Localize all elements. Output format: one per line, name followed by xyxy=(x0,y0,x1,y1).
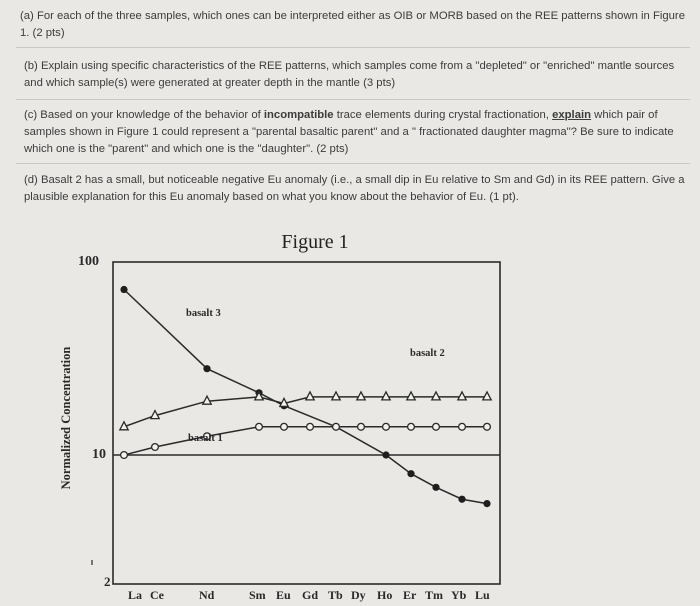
data-point-basalt2 xyxy=(458,392,466,400)
figure-1 xyxy=(0,220,700,606)
data-point-basalt3 xyxy=(483,500,490,507)
x-tick-label: Yb xyxy=(451,588,467,602)
x-tick-label: Ho xyxy=(377,588,393,602)
divider xyxy=(16,163,690,164)
divider xyxy=(16,47,690,48)
series-label-basalt1: basalt 1 xyxy=(188,433,223,444)
data-point-basalt2 xyxy=(432,392,440,400)
data-point-basalt1 xyxy=(408,423,415,430)
data-point-basalt1 xyxy=(333,423,340,430)
data-point-basalt3 xyxy=(382,451,389,458)
question-a-text: (a) For each of the three samples, which ones can be interpreted either as OIB or MORB based on the REE patterns shown in Figure 1. (2 pts) xyxy=(20,10,685,39)
divider xyxy=(16,99,690,100)
data-point-basalt1 xyxy=(433,423,440,430)
data-point-basalt2 xyxy=(407,392,415,400)
data-point-basalt2 xyxy=(483,392,491,400)
x-tick-label: Er xyxy=(403,588,417,602)
data-point-basalt3 xyxy=(120,286,127,293)
x-tick-label: Sm xyxy=(249,588,266,602)
data-point-basalt1 xyxy=(383,423,390,430)
x-axis-labels xyxy=(128,588,490,602)
figure-title: Figure 1 xyxy=(281,231,349,253)
x-tick-label: La xyxy=(128,588,143,602)
question-c-text-middle: trace elements during crystal fractionation, xyxy=(333,109,553,121)
y-tick-label: 10 xyxy=(92,447,106,462)
data-point-basalt1 xyxy=(358,423,365,430)
data-point-basalt2 xyxy=(357,392,365,400)
x-tick-label: Tm xyxy=(425,588,443,602)
data-point-basalt3 xyxy=(203,365,210,372)
data-point-basalt3 xyxy=(407,470,414,477)
question-d xyxy=(24,172,686,206)
series-line-basalt2 xyxy=(124,397,487,427)
question-c xyxy=(24,107,686,158)
question-b-text: (b) Explain using specific characteristics of the REE patterns, which samples come from a "depleted" or "enriched" mantle sources and which sample(s) were generated at greater depth in the mantle (3 pts) xyxy=(24,60,675,89)
x-tick-label: Tb xyxy=(328,588,343,602)
data-point-basalt3 xyxy=(458,496,465,503)
data-point-basalt1 xyxy=(121,452,128,459)
data-point-basalt1 xyxy=(152,444,159,451)
series-label-basalt2: basalt 2 xyxy=(410,348,445,359)
question-a xyxy=(20,8,688,42)
plot-frame xyxy=(113,262,500,584)
question-c-bold: incompatible xyxy=(263,109,334,121)
data-point-basalt2 xyxy=(332,392,340,400)
y-tick-label: 2 xyxy=(104,574,111,589)
data-point-basalt1 xyxy=(459,423,466,430)
x-tick-label: Gd xyxy=(302,588,319,602)
data-point-basalt1 xyxy=(281,423,288,430)
x-tick-label: Nd xyxy=(199,588,215,602)
y-axis-label: Normalized Concentration xyxy=(59,346,73,490)
question-c-text-start: (c) Based on your knowledge of the behavior of xyxy=(24,109,264,121)
data-point-basalt2 xyxy=(203,396,211,404)
data-point-basalt1 xyxy=(307,423,314,430)
data-point-basalt2 xyxy=(382,392,390,400)
data-point-basalt2 xyxy=(306,392,314,400)
question-c-text-end: which pair of samples shown in Figure 1 could represent a "parental basaltic parent" and a " fractionated daughter magma"? Be sure to indicate which one is the "parent" and which one is the "daughter". (2 pts) xyxy=(24,109,674,155)
series-line-basalt1 xyxy=(124,427,487,455)
x-tick-label: Eu xyxy=(276,588,291,602)
question-b xyxy=(24,58,684,92)
y-tick-label: 100 xyxy=(78,254,99,269)
data-point-basalt3 xyxy=(432,484,439,491)
x-tick-label: Ce xyxy=(150,588,164,602)
x-tick-label: Lu xyxy=(475,588,490,602)
series-layer xyxy=(120,286,491,507)
data-point-basalt1 xyxy=(256,423,263,430)
question-d-text: (d) Basalt 2 has a small, but noticeable negative Eu anomaly (i.e., a small dip in Eu relative to Sm and Gd) in its REE pattern. Give a plausible explanation for this Eu anomaly based on what you know about the behavior of Eu. (1 pt). xyxy=(24,174,685,203)
question-c-underlined: explain xyxy=(552,109,592,121)
series-label-basalt3: basalt 3 xyxy=(186,308,221,319)
x-tick-label: Dy xyxy=(351,588,366,602)
data-point-basalt1 xyxy=(484,423,491,430)
